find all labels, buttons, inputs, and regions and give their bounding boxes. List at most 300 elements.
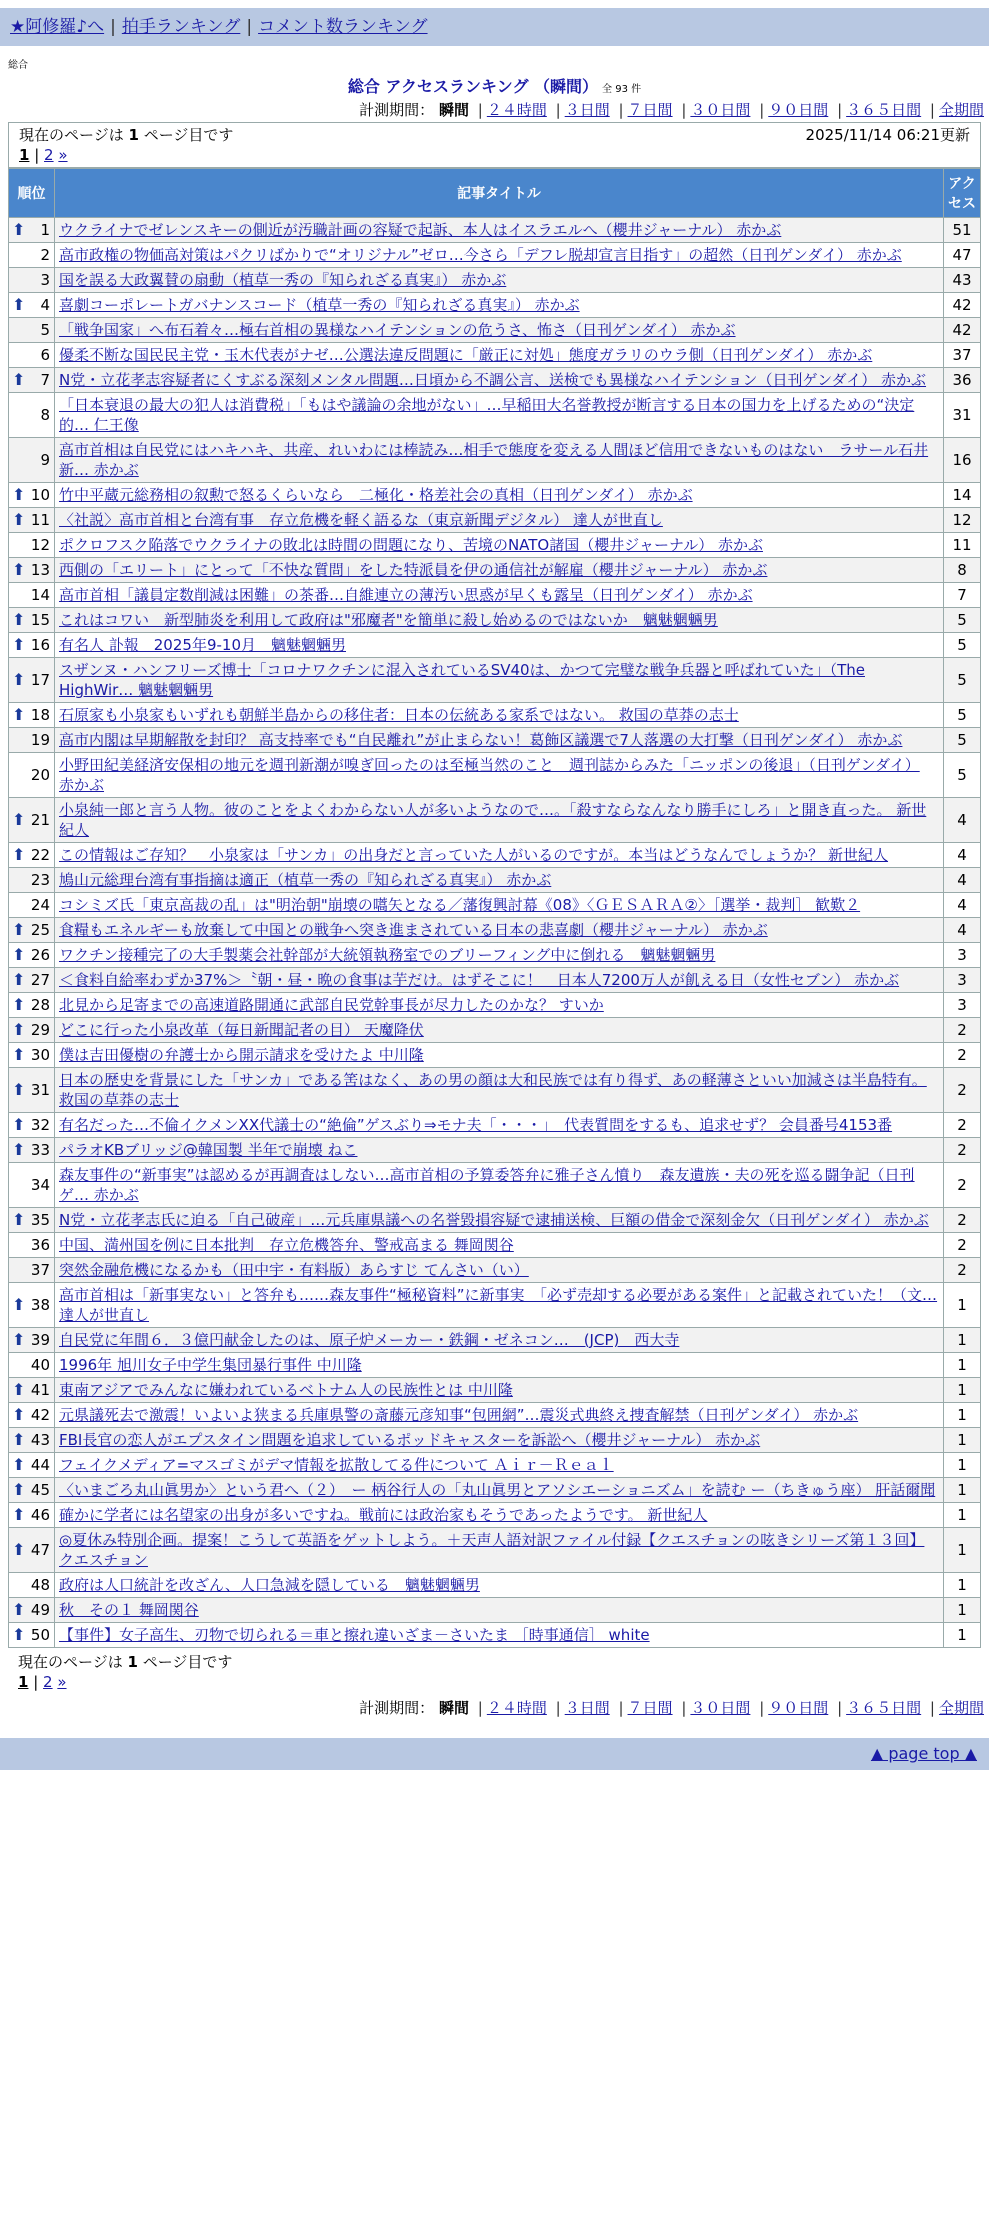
arrow-up-icon: ⬆ (12, 945, 26, 964)
article-title-link[interactable]: 北見から足寄までの高速道路開通に武部自民党幹事長が尽力したのかな？ すいか (59, 996, 604, 1014)
period-link-7d[interactable]: ７日間 (627, 1699, 673, 1717)
article-title-link[interactable]: N党・立花孝志容疑者にくすぶる深刻メンタル問題…日頃から不調公言、送検でも異様なハイテンション（日刊ゲンダイ） 赤かぶ (59, 371, 927, 389)
title-cell (55, 893, 944, 918)
title-cell (55, 703, 944, 728)
title-cell (55, 1163, 944, 1208)
comment-ranking-link[interactable]: コメント数ランキング (258, 17, 428, 37)
title-cell (55, 268, 944, 293)
page-next-link[interactable]: » (58, 146, 68, 164)
title-cell (55, 843, 944, 868)
article-title-link[interactable]: ウクライナでゼレンスキーの側近が汚職計画の容疑で起訴、本人はイスラエルへ（櫻井ジャーナル） 赤かぶ (59, 221, 782, 239)
title-cell (55, 438, 944, 483)
rank-number: 25 (30, 921, 50, 939)
arrow-up-icon: ⬆ (12, 485, 26, 504)
rank-cell (9, 1018, 55, 1043)
access-count: 2 (944, 1018, 981, 1043)
article-title-link[interactable]: パラオKBブリッジ@韓国製 半年で崩壊 ねこ (59, 1141, 358, 1159)
table-row (9, 243, 981, 268)
table-row (9, 1068, 981, 1113)
col-rank-header: 順位 (9, 169, 55, 218)
article-title-link[interactable]: スザンヌ・ハンフリーズ博士「コロナワクチンに混入されているSV40は、かつて完璧な戦争兵器と呼ばれていた」（The HighWir… 魑魅魍魎男 (59, 661, 865, 699)
article-title-link[interactable]: 喜劇コーポレートガバナンスコード（植草一秀の『知られざる真実』） 赤かぶ (59, 296, 580, 314)
title-cell (55, 1258, 944, 1283)
title-cell (55, 508, 944, 533)
title-cell (55, 753, 944, 798)
rank-cell (9, 1428, 55, 1453)
article-title-link[interactable]: これはコワい 新型肺炎を利用して政府は"邪魔者"を簡単に殺し始めるのではないか 魑魅魍魎男 (59, 611, 718, 629)
pager-top (8, 122, 981, 168)
rank-number: 8 (40, 406, 50, 424)
title-cell (55, 968, 944, 993)
rank-cell (9, 368, 55, 393)
rank-number: 50 (30, 1626, 50, 1644)
period-link-24h[interactable]: ２４時間 (486, 101, 547, 119)
rank-cell (9, 1138, 55, 1163)
article-title-link[interactable]: フェイクメディア=マスゴミがデマ情報を拡散してる件について Ａｉｒ－Ｒｅａｌ (59, 1456, 614, 1474)
arrow-up-icon: ⬆ (12, 1380, 26, 1399)
table-row (9, 1623, 981, 1648)
table-row (9, 318, 981, 343)
page-2-link[interactable]: 2 (43, 1673, 53, 1691)
arrow-up-icon: ⬆ (12, 1330, 26, 1349)
article-title-link[interactable]: どこに行った小泉改革（毎日新聞記者の目） 天魔降伏 (59, 1021, 424, 1039)
period-link-90d[interactable]: ９０日間 (768, 1699, 829, 1717)
access-count: 4 (944, 893, 981, 918)
article-title-link[interactable]: 自民党に年間６．３億円献金したのは、原子炉メーカー・鉄鋼・ゼネコン… (JCP) 西大寺 (59, 1331, 680, 1349)
rank-cell (9, 728, 55, 753)
table-row (9, 1403, 981, 1428)
table-row (9, 293, 981, 318)
rank-number: 38 (30, 1296, 50, 1314)
title-cell (55, 1113, 944, 1138)
rank-number: 46 (30, 1506, 50, 1524)
title-cell (55, 1453, 944, 1478)
rank-number: 41 (30, 1381, 50, 1399)
rank-cell (9, 438, 55, 483)
arrow-up-icon: ⬆ (12, 1430, 26, 1449)
arrow-up-icon: ⬆ (12, 1080, 26, 1099)
rank-number: 45 (30, 1481, 50, 1499)
rank-cell (9, 1258, 55, 1283)
access-count: 2 (944, 1138, 981, 1163)
access-count: 31 (944, 393, 981, 438)
title-cell (55, 483, 944, 508)
access-count: 36 (944, 368, 981, 393)
table-row (9, 1018, 981, 1043)
rank-number: 7 (40, 371, 50, 389)
table-row (9, 483, 981, 508)
home-link[interactable]: ★阿修羅♪へ (10, 17, 105, 37)
page-2-link[interactable]: 2 (44, 146, 54, 164)
title-cell (55, 1208, 944, 1233)
arrow-up-icon: ⬆ (12, 1505, 26, 1524)
table-row (9, 1503, 981, 1528)
rank-cell (9, 658, 55, 703)
rank-cell (9, 508, 55, 533)
table-row (9, 728, 981, 753)
article-title-link[interactable]: 1996年 旭川女子中学生集団暴行事件 中川隆 (59, 1356, 362, 1374)
period-link-30d[interactable]: ３０日間 (690, 1699, 751, 1717)
arrow-up-icon: ⬆ (12, 670, 26, 689)
title-cell (55, 393, 944, 438)
article-title-link[interactable]: 石原家も小泉家もいずれも朝鮮半島からの移住者：日本の伝統ある家系ではない。 救国の草莽の志士 (59, 706, 739, 724)
rank-number: 44 (30, 1456, 50, 1474)
article-title-link[interactable]: 僕は吉田優樹の弁護士から開示請求を受けたよ 中川隆 (59, 1046, 424, 1064)
article-title-link[interactable]: 高市首相は「新事実ない」と答弁も……森友事件“極秘資料”に新事実 「必ず売却する必要がある案件」と記載されていた！（文… 達人が世直し (59, 1286, 938, 1324)
period-link-3d[interactable]: ３日間 (564, 1699, 610, 1717)
rank-cell (9, 798, 55, 843)
rank-number: 32 (30, 1116, 50, 1134)
access-count: 11 (944, 533, 981, 558)
title-cell (55, 728, 944, 753)
rank-cell (9, 1453, 55, 1478)
period-label: 計測期間： (359, 101, 435, 119)
table-row (9, 633, 981, 658)
top-nav-bar (0, 8, 989, 46)
access-count: 1 (944, 1428, 981, 1453)
table-row (9, 798, 981, 843)
article-title-link[interactable]: 「日本衰退の最大の犯人は消費税」「もはや議論の余地がない」…早稲田大名誉教授が断言する日本の国力を上げるための“決定的… 仁王像 (59, 396, 915, 434)
title-cell (55, 918, 944, 943)
rank-cell (9, 968, 55, 993)
article-title-link[interactable]: 有名だった…不倫イクメンXX代議士の“絶倫”ゲスぶり⇒モナ夫「・・・」 代表質問をするも、追求せず？ 会員番号4153番 (59, 1116, 893, 1134)
rank-cell (9, 343, 55, 368)
table-row (9, 1138, 981, 1163)
access-count: 1 (944, 1478, 981, 1503)
article-title-link[interactable]: 有名人 訃報 2025年9-10月 魑魅魍魎男 (59, 636, 346, 654)
article-title-link[interactable]: この情報はご存知？ 小泉家は「サンカ」の出身だと言っていた人がいるのですが。本当はどうなんでしょうか？ 新世紀人 (59, 846, 889, 864)
article-title-link[interactable]: 国を誤る大政翼賛の扇動（植草一秀の『知られざる真実』） 赤かぶ (59, 271, 507, 289)
table-row (9, 218, 981, 243)
rank-cell (9, 993, 55, 1018)
table-row (9, 268, 981, 293)
access-count: 1 (944, 1598, 981, 1623)
article-title-link[interactable]: 政府は人口統計を改ざん、人口急減を隠している 魑魅魍魎男 (59, 1576, 480, 1594)
arrow-up-icon: ⬆ (12, 1210, 26, 1229)
rank-number: 37 (30, 1261, 50, 1279)
access-count: 1 (944, 1503, 981, 1528)
article-title-link[interactable]: 高市首相は自民党にはハキハキ、共産、れいわには棒読み…相手で態度を変える人間ほど信用できないものはない ラサール石井 新… 赤かぶ (59, 441, 929, 479)
title-cell (55, 343, 944, 368)
rank-number: 27 (30, 971, 50, 989)
period-link-7d[interactable]: ７日間 (627, 101, 673, 119)
table-row (9, 438, 981, 483)
access-count: 2 (944, 1208, 981, 1233)
rank-number: 43 (30, 1431, 50, 1449)
access-count: 1 (944, 1573, 981, 1598)
article-title-link[interactable]: 鳩山元総理台湾有事指摘は適正（植草一秀の『知られざる真実』） 赤かぶ (59, 871, 552, 889)
access-count: 12 (944, 508, 981, 533)
article-title-link[interactable]: 高市政権の物価高対策はパクリばかりで“オリジナル”ゼロ…今さら「デフレ脱却宣言目指す」の超然（日刊ゲンダイ） 赤かぶ (59, 246, 902, 264)
nav-separator: | (246, 17, 253, 37)
article-title-link[interactable]: 【事件】女子高生、刃物で切られる＝車と擦れ違いざま－さいたま ［時事通信］ white (59, 1626, 650, 1644)
access-count: 5 (944, 658, 981, 703)
arrow-up-icon: ⬆ (12, 610, 26, 629)
rank-number: 13 (30, 561, 50, 579)
rank-number: 10 (30, 486, 50, 504)
title-cell (55, 1528, 944, 1573)
access-count: 1 (944, 1283, 981, 1328)
rank-cell (9, 243, 55, 268)
table-row (9, 1353, 981, 1378)
table-row (9, 558, 981, 583)
ranking-heading (0, 76, 989, 98)
rank-cell (9, 918, 55, 943)
article-title-link[interactable]: 秋 その１ 舞岡関谷 (59, 1601, 199, 1619)
arrow-up-icon: ⬆ (12, 560, 26, 579)
article-title-link[interactable]: ワクチン接種完了の大手製薬会社幹部が大統領執務室でのブリーフィング中に倒れる 魑魅魍魎男 (59, 946, 716, 964)
rank-cell (9, 893, 55, 918)
rank-number: 23 (30, 871, 50, 889)
title-cell (55, 658, 944, 703)
rank-cell (9, 1233, 55, 1258)
article-title-link[interactable]: ◎夏休み特別企画。提案！こうして英語をゲットしよう。＋天声人語対訳ファイル付録【クエスチョンの呟きシリーズ第１３回】 クエスチョン (59, 1531, 925, 1569)
title-cell (55, 1573, 944, 1598)
access-count: 5 (944, 728, 981, 753)
access-count: 2 (944, 1043, 981, 1068)
access-count: 2 (944, 1258, 981, 1283)
title-cell (55, 1623, 944, 1648)
article-title-link[interactable]: 中国、満州国を例に日本批判 存立危機答弁、警戒高まる 舞岡関谷 (59, 1236, 514, 1254)
article-title-link[interactable]: ＜食料自給率わずか37%＞〝朝・昼・晩の食事は芋だけ。はずそこに！ 日本人7200万人が飢える日（女性セブン） 赤かぶ (59, 971, 900, 989)
table-row (9, 703, 981, 728)
table-row (9, 993, 981, 1018)
period-link-3d[interactable]: ３日間 (564, 101, 610, 119)
table-row (9, 968, 981, 993)
period-link-30d[interactable]: ３０日間 (690, 101, 751, 119)
title-cell (55, 1043, 944, 1068)
arrow-up-icon: ⬆ (12, 810, 26, 829)
table-row (9, 368, 981, 393)
rank-cell (9, 1208, 55, 1233)
rank-number: 4 (40, 296, 50, 314)
arrow-up-icon: ⬆ (12, 1540, 26, 1559)
period-current: 瞬間 (438, 1699, 469, 1717)
title-cell (55, 318, 944, 343)
rank-number: 18 (30, 706, 50, 724)
article-title-link[interactable]: 突然金融危機になるかも（田中宇・有料版）あらすじ てんさい（い） (59, 1261, 529, 1279)
rank-number: 20 (30, 766, 50, 784)
article-title-link[interactable]: 高市首相「議員定数削減は困難」の茶番…自維連立の薄汚い思惑が早くも露呈（日刊ゲンダイ） 赤かぶ (59, 586, 753, 604)
arrow-up-icon: ⬆ (12, 370, 26, 389)
access-count: 42 (944, 318, 981, 343)
table-row (9, 658, 981, 703)
rank-cell (9, 843, 55, 868)
page-next-link[interactable]: » (57, 1673, 67, 1691)
page-links: 1 | 2 » (18, 1673, 67, 1691)
page-status: 現在のページは 1 ページ目です (18, 1653, 233, 1671)
access-count: 37 (944, 343, 981, 368)
rank-cell (9, 1598, 55, 1623)
article-title-link[interactable]: 「戦争国家」へ布石着々…極右首相の異様なハイテンションの危うさ、怖さ（日刊ゲンダイ） 赤かぶ (59, 321, 736, 339)
table-row (9, 1208, 981, 1233)
title-cell (55, 1428, 944, 1453)
article-title-link[interactable]: 確かに学者には名望家の出身が多いですね。戦前には政治家もそうであったようです。 新世紀人 (59, 1506, 708, 1524)
rank-cell (9, 1503, 55, 1528)
rank-cell (9, 1043, 55, 1068)
rank-number: 16 (30, 636, 50, 654)
table-row (9, 1258, 981, 1283)
arrow-up-icon: ⬆ (12, 845, 26, 864)
table-row (9, 608, 981, 633)
rank-cell (9, 1378, 55, 1403)
rank-number: 33 (30, 1141, 50, 1159)
period-label: 計測期間： (359, 1699, 435, 1717)
rank-cell (9, 608, 55, 633)
page-links: 1 | 2 » (19, 146, 68, 164)
page-current: 1 (18, 1673, 29, 1691)
arrow-up-icon: ⬆ (12, 1600, 26, 1619)
title-cell (55, 1018, 944, 1043)
article-title-link[interactable]: ポクロフスク陥落でウクライナの敗北は時間の問題になり、苦境のNATO諸国（櫻井ジャーナル） 赤かぶ (59, 536, 763, 554)
title-cell (55, 1503, 944, 1528)
table-row (9, 1283, 981, 1328)
access-count: 2 (944, 1113, 981, 1138)
title-cell (55, 1478, 944, 1503)
access-count: 1 (944, 1403, 981, 1428)
arrow-up-icon: ⬆ (12, 220, 26, 239)
rank-number: 9 (40, 451, 50, 469)
access-count: 43 (944, 268, 981, 293)
article-title-link[interactable]: 元県議死去で激震！いよいよ狭まる兵庫県警の斎藤元彦知事“包囲網”…震災式典終え捜査解禁（日刊ゲンダイ） 赤かぶ (59, 1406, 859, 1424)
access-count: 3 (944, 968, 981, 993)
access-count: 4 (944, 843, 981, 868)
access-count: 5 (944, 633, 981, 658)
access-count: 5 (944, 608, 981, 633)
period-link-90d[interactable]: ９０日間 (768, 101, 829, 119)
rank-cell (9, 558, 55, 583)
rank-number: 11 (30, 511, 50, 529)
rank-number: 48 (30, 1576, 50, 1594)
rank-cell (9, 868, 55, 893)
rank-number: 15 (30, 611, 50, 629)
period-selector-top: 計測期間： 瞬間 | ２４時間 | ３日間 | ７日間 | ３０日間 | ９０日間 | ３６５日間 | 全期間 (359, 101, 984, 119)
access-count: 5 (944, 703, 981, 728)
rank-cell (9, 633, 55, 658)
rank-cell (9, 483, 55, 508)
article-title-link[interactable]: 小野田紀美経済安保相の地元を週刊新潮が嗅ぎ回ったのは至極当然のこと 週刊誌からみた「ニッポンの後退」（日刊ゲンダイ） 赤かぶ (59, 756, 920, 794)
rank-cell (9, 1353, 55, 1378)
period-link-365d[interactable]: ３６５日間 (846, 101, 922, 119)
period-link-24h[interactable]: ２４時間 (486, 1699, 547, 1717)
article-title-link[interactable]: 〈社説〉高市首相と台湾有事 存立危機を軽く語るな（東京新聞デジタル） 達人が世直し (59, 511, 663, 529)
table-row (9, 393, 981, 438)
rank-cell (9, 943, 55, 968)
rank-number: 6 (40, 346, 50, 364)
article-title-link[interactable]: 高市内閣は早期解散を封印？ 高支持率でも“自民離れ”が止まらない！葛飾区議選で7人落選の大打撃（日刊ゲンダイ） 赤かぶ (59, 731, 903, 749)
article-title-link[interactable]: 食糧もエネルギーも放棄して中国との戦争へ突き進まされている日本の悲喜劇（櫻井ジャーナル） 赤かぶ (59, 921, 768, 939)
table-row (9, 1453, 981, 1478)
access-count: 1 (944, 1528, 981, 1573)
rank-cell (9, 1403, 55, 1428)
ranking-rows (9, 218, 981, 1648)
title-cell (55, 218, 944, 243)
page-current: 1 (19, 146, 30, 164)
table-row (9, 1043, 981, 1068)
article-title-link[interactable]: 森友事件の“新事実”は認めるが再調査はしない…高市首相の予算委答弁に雅子さん憤り 森友遺族・夫の死を巡る闘争記（日刊ゲ… 赤かぶ (59, 1166, 915, 1204)
access-count: 14 (944, 483, 981, 508)
title-cell (55, 1328, 944, 1353)
title-cell (55, 1068, 944, 1113)
table-row (9, 1233, 981, 1258)
rank-cell (9, 1283, 55, 1328)
access-count: 1 (944, 1353, 981, 1378)
table-row (9, 943, 981, 968)
access-count: 4 (944, 798, 981, 843)
access-count: 3 (944, 943, 981, 968)
rank-number: 35 (30, 1211, 50, 1229)
page-top-link[interactable]: ▲ page top ▲ (870, 1744, 977, 1763)
total-count: 全 93 件 (602, 84, 642, 95)
article-title-link[interactable]: 優柔不断な国民民主党・玉木代表がナゼ…公選法違反問題に「厳正に対処」態度ガラリのウラ側（日刊ゲンダイ） 赤かぶ (59, 346, 873, 364)
table-row (9, 1598, 981, 1623)
arrow-up-icon: ⬆ (12, 1115, 26, 1134)
article-title-link[interactable]: コシミズ氏「東京高裁の乱」は"明治朝"崩壊の嚆矢となる／藩復興討幕《08》〈ＧＥＳＡＲＡ②〉［選挙・裁判］ 歓歎２ (59, 896, 861, 914)
article-title-link[interactable]: 小泉純一郎と言う人物。彼のことをよくわからない人が多いようなので…。「殺すならなんなり勝手にしろ」と開き直った。 新世紀人 (59, 801, 927, 839)
rank-number: 22 (30, 846, 50, 864)
table-row (9, 508, 981, 533)
title-cell (55, 993, 944, 1018)
ranking-table (8, 168, 981, 1648)
article-title-link[interactable]: N党・立花孝志氏に迫る「自己破産」…元兵庫県議への名誉毀損容疑で逮捕送検、巨額の借金で深刻金欠（日刊ゲンダイ） 赤かぶ (59, 1211, 929, 1229)
rank-cell (9, 1068, 55, 1113)
access-count: 4 (944, 918, 981, 943)
article-title-link[interactable]: FBI長官の恋人がエプスタイン問題を追求しているポッドキャスターを訴訟へ（櫻井ジャーナル） 赤かぶ (59, 1431, 761, 1449)
title-cell (55, 1378, 944, 1403)
period-selector-bottom: 計測期間： 瞬間 | ２４時間 | ３日間 | ７日間 | ３０日間 | ９０日間 | ３６５日間 | 全期間 (359, 1699, 984, 1717)
arrow-up-icon: ⬆ (12, 1140, 26, 1159)
rank-cell (9, 1573, 55, 1598)
access-count: 3 (944, 993, 981, 1018)
article-title-link[interactable]: 竹中平蔵元総務相の叙勲で怒るくらいなら 二極化・格差社会の真相（日刊ゲンダイ） 赤かぶ (59, 486, 693, 504)
article-title-link[interactable]: 日本の歴史を背景にした「サンカ」である筈はなく、あの男の顔は大和民族では有り得ず、あの軽薄さといい加減さは半島特有。 救国の草莽の志士 (59, 1071, 927, 1109)
ranking-container (8, 122, 981, 1648)
title-cell (55, 798, 944, 843)
access-count: 51 (944, 218, 981, 243)
access-count: 5 (944, 753, 981, 798)
period-link-365d[interactable]: ３６５日間 (846, 1699, 922, 1717)
title-cell (55, 533, 944, 558)
article-title-link[interactable]: 西側の「エリート」にとって「不快な質問」をした特派員を伊の通信社が解雇（櫻井ジャーナル） 赤かぶ (59, 561, 768, 579)
access-count: 1 (944, 1328, 981, 1353)
rank-number: 1 (40, 221, 50, 239)
arrow-up-icon: ⬆ (12, 635, 26, 654)
title-cell (55, 1353, 944, 1378)
arrow-up-icon: ⬆ (12, 510, 26, 529)
article-title-link[interactable]: 〈いまごろ丸山眞男か〉という君へ（２） ー 柄谷行人の「丸山眞男とアソシエーショニズム」を読む ー（ちきゅう座） 肝話爾聞 (59, 1481, 936, 1499)
title-cell (55, 1598, 944, 1623)
title-cell (55, 1138, 944, 1163)
table-row (9, 868, 981, 893)
rank-number: 42 (30, 1406, 50, 1424)
rank-cell (9, 1113, 55, 1138)
rank-cell (9, 1478, 55, 1503)
rank-cell (9, 1528, 55, 1573)
rank-cell (9, 268, 55, 293)
arrow-up-icon: ⬆ (12, 970, 26, 989)
title-cell (55, 368, 944, 393)
rank-number: 36 (30, 1236, 50, 1254)
table-row (9, 918, 981, 943)
arrow-up-icon: ⬆ (12, 1045, 26, 1064)
col-count-header: アクセス (944, 169, 981, 218)
applause-ranking-link[interactable]: 拍手ランキング (121, 17, 241, 37)
rank-number: 29 (30, 1021, 50, 1039)
title-cell (55, 633, 944, 658)
article-title-link[interactable]: 東南アジアでみんなに嫌われているベトナム人の民族性とは 中川隆 (59, 1381, 513, 1399)
period-link-all[interactable]: 全期間 (938, 1699, 984, 1717)
period-link-all[interactable]: 全期間 (938, 101, 984, 119)
